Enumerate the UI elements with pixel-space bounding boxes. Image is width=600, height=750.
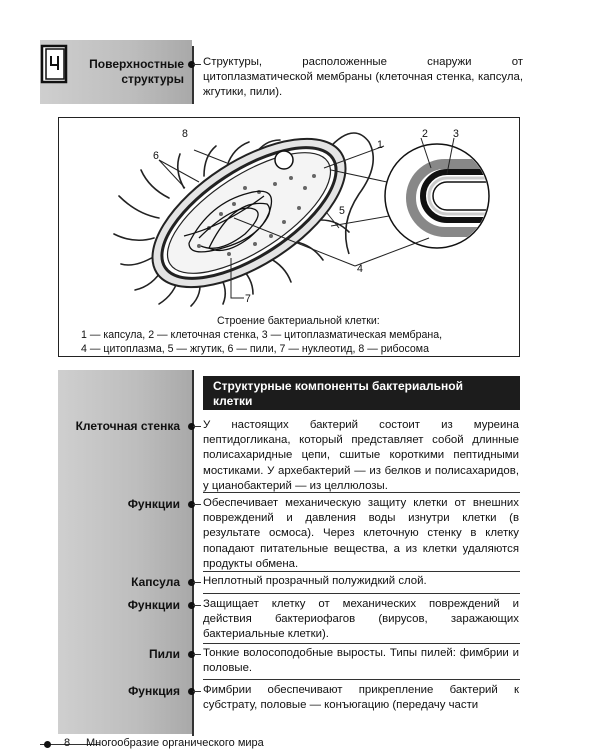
label-7: 7	[245, 293, 251, 305]
row-text-functions-1: Обеспечивает механическую защиту клетки от внешних повреждений и давления воды изнутри клетки (в результате осмоса). Через клеточную стенку в клетку попадают питательные вещества, а из клетки удаляются продукты обмена.	[203, 497, 519, 570]
row-separator	[203, 643, 520, 644]
row-separator	[203, 571, 520, 572]
row-text-capsule: Неплотный прозрачный полужидкий слой.	[203, 575, 427, 587]
section-label-line2: структуры	[121, 72, 184, 86]
table-header-line1: Структурные компоненты бактериальной	[213, 379, 464, 393]
label-8: 8	[182, 128, 188, 140]
caption-title: Строение бактериальной клетки:	[217, 315, 380, 327]
figure-frame	[58, 117, 520, 357]
section-label-line1: Поверхностные	[89, 57, 184, 71]
label-3: 3	[453, 128, 459, 140]
footer-bullet	[44, 741, 51, 748]
row-arrow-line	[193, 605, 201, 606]
top-arrow-line	[193, 64, 201, 65]
row-text-functions-2: Защищает клетку от механических повреждений и действия бактериофагов (вирусов, заражающих бактериальные клетки).	[203, 598, 519, 641]
top-divider	[192, 46, 194, 104]
label-2: 2	[422, 128, 428, 140]
row-separator	[203, 593, 520, 594]
book-icon	[40, 44, 70, 86]
caption-line1: 1 — капсула, 2 — клеточная стенка, 3 — цитоплазматическая мембрана,	[81, 329, 443, 341]
row-text-pili: Тонкие волосоподобные выросты. Типы пилей: фимбрии и половые.	[203, 647, 519, 675]
table-header-line2: клетки	[213, 394, 253, 408]
caption-line2: 4 — цитоплазма, 5 — жгутик, 6 — пили, 7 — нуклеотид, 8 — рибосома	[81, 343, 429, 355]
row-arrow-line	[193, 504, 201, 505]
bacterial-cell-diagram	[59, 118, 519, 310]
row-label-cell-wall: Клеточная стенка	[75, 419, 180, 433]
table-header	[203, 376, 520, 410]
row-text-cell-wall: У настоящих бактерий состоит из муреина пептидогликана, который представляет собой длинные полисахаридные цепи, сшитые короткими пептидными мостиками. У архебактерий — из белков и полисахаридов, у цианобактерий — из целлюлозы.	[203, 419, 519, 492]
footer-section-title: Многообразие органического мира	[86, 737, 264, 749]
row-label-functions-2: Функции	[127, 598, 180, 612]
label-4: 4	[357, 263, 363, 275]
row-label-functions-1: Функции	[127, 497, 180, 511]
row-separator	[203, 492, 520, 493]
row-arrow-line	[193, 654, 201, 655]
row-label-function: Функция	[128, 684, 180, 698]
top-description: Структуры, расположенные снаружи от цитоплазматической мембраны (клеточная стенка, капсула, жгутики, пили).	[203, 56, 523, 99]
row-arrow-line	[193, 582, 201, 583]
row-separator	[203, 679, 520, 680]
page-number: 8	[64, 737, 71, 749]
row-text-function: Фимбрии обеспечивают прикрепление бактерий к субстрату, половые — конъюгацию (передачу части	[203, 684, 519, 712]
label-6: 6	[153, 150, 159, 162]
row-label-pili: Пили	[148, 647, 180, 661]
row-label-capsule: Капсула	[131, 575, 180, 589]
row-arrow-line	[193, 691, 201, 692]
label-1: 1	[377, 139, 383, 151]
row-arrow-line	[193, 426, 201, 427]
label-5: 5	[339, 205, 345, 217]
